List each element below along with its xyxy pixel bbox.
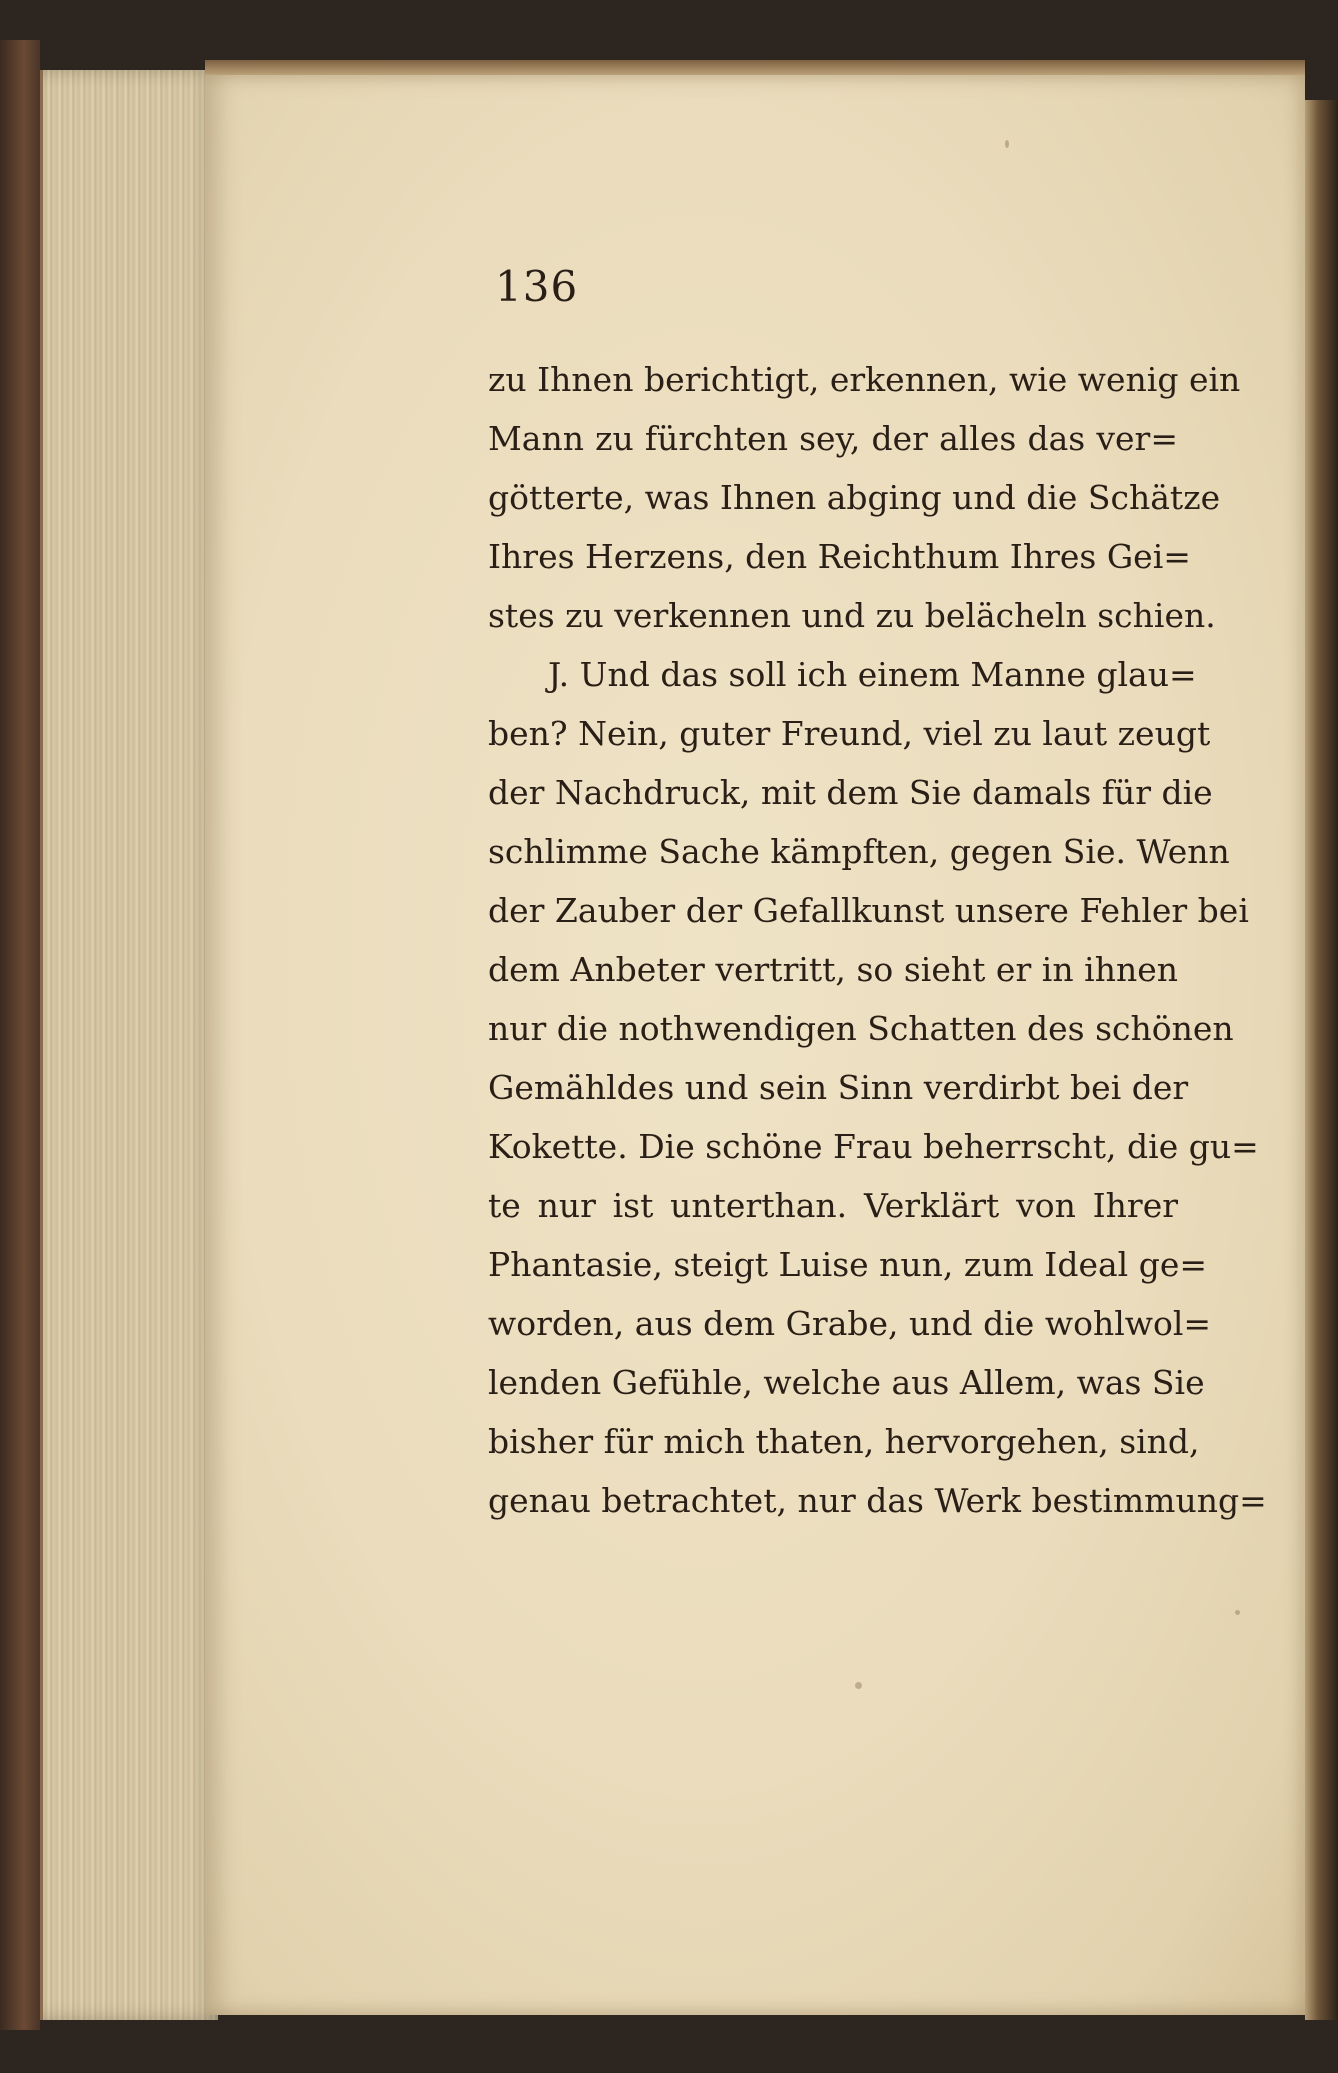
text-line: schlimme Sache kämpften, gegen Sie. Wenn: [488, 832, 1230, 871]
page-edges: [40, 70, 218, 2020]
body-text: [488, 350, 1267, 1530]
text-line: Phantasie, steigt Luise nun, zum Ideal ge=: [488, 1245, 1208, 1284]
book-cover-left: [0, 40, 40, 2030]
text-line: zu Ihnen berichtigt, erkennen, wie wenig ein: [488, 360, 1241, 399]
text-line: Mann zu fürchten sey, der alles das ver=: [488, 419, 1178, 458]
paper-spot: [1235, 1610, 1240, 1615]
text-line: Ihres Herzens, den Reichthum Ihres Gei=: [488, 537, 1191, 576]
paper-spot: [855, 1682, 862, 1689]
text-line: worden, aus dem Grabe, und die wohlwol=: [488, 1304, 1212, 1343]
text-line: genau betrachtet, nur das Werk bestimmung=: [488, 1481, 1267, 1520]
page-number: 136: [495, 262, 579, 311]
text-line: te nur ist unterthan. Verklärt von Ihrer: [488, 1186, 1178, 1225]
book-cover-right: [1305, 100, 1338, 2020]
text-line: der Zauber der Gefallkunst unsere Fehler bei: [488, 891, 1249, 930]
text-line: götterte, was Ihnen abging und die Schätze: [488, 478, 1221, 517]
text-line: Gemähldes und sein Sinn verdirbt bei der: [488, 1068, 1189, 1107]
text-line: der Nachdruck, mit dem Sie damals für die: [488, 773, 1213, 812]
text-line: nur die nothwendigen Schatten des schönen: [488, 1009, 1234, 1048]
text-line: bisher für mich thaten, hervorgehen, sind,: [488, 1422, 1200, 1461]
text-line: lenden Gefühle, welche aus Allem, was Sie: [488, 1363, 1205, 1402]
text-line: J. Und das soll ich einem Manne glau=: [548, 655, 1197, 694]
text-line: Kokette. Die schöne Frau beherrscht, die gu=: [488, 1127, 1259, 1166]
text-line: ben? Nein, guter Freund, viel zu laut zeugt: [488, 714, 1211, 753]
paper-spot: [1005, 140, 1009, 148]
text-line: stes zu verkennen und zu belächeln schien.: [488, 596, 1216, 635]
text-line: dem Anbeter vertritt, so sieht er in ihnen: [488, 950, 1178, 989]
